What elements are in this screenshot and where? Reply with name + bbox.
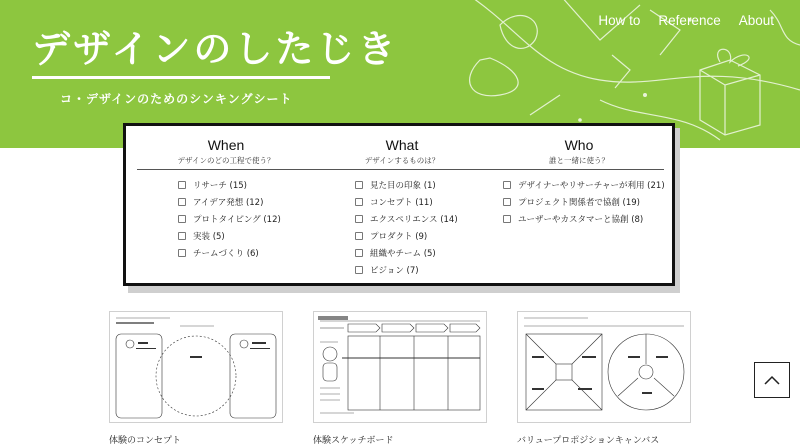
- checkbox-icon[interactable]: [178, 198, 186, 206]
- filter-option-label: デザイナーやリサーチャーが利用 (21): [518, 180, 665, 191]
- checkbox-icon[interactable]: [355, 181, 363, 189]
- sheet-thumbnail[interactable]: [109, 311, 283, 423]
- filter-option-label: プロジェクト関係者で協創 (19): [518, 197, 640, 208]
- sheet-card[interactable]: [313, 311, 487, 446]
- filter-option[interactable]: [355, 244, 458, 261]
- checkbox-icon[interactable]: [503, 215, 511, 223]
- checkbox-icon[interactable]: [178, 181, 186, 189]
- filter-option-label: プロトタイピング (12): [193, 214, 281, 225]
- checkbox-icon[interactable]: [178, 215, 186, 223]
- filter-subtitle-who: 誰と一緒に使う？: [549, 156, 609, 165]
- sheet-card-title[interactable]: 体験のコンセプト: [109, 436, 182, 446]
- nav-link-how-to[interactable]: How to: [598, 13, 641, 28]
- top-navigation: [598, 12, 774, 30]
- checkbox-icon[interactable]: [178, 232, 186, 240]
- checkbox-icon[interactable]: [355, 249, 363, 257]
- filter-option[interactable]: [503, 210, 665, 227]
- sheet-preview-image: [518, 312, 690, 422]
- filter-option[interactable]: [355, 176, 458, 193]
- sheet-thumbnail[interactable]: [517, 311, 691, 423]
- filter-option-label: 組織やチーム (5): [370, 248, 436, 259]
- checkbox-icon[interactable]: [178, 249, 186, 257]
- filter-subtitle-what: デザインするものは？: [364, 156, 440, 165]
- chevron-up-icon: [764, 375, 780, 385]
- checkbox-icon[interactable]: [355, 215, 363, 223]
- sheet-preview-image: [314, 312, 486, 422]
- checkbox-icon[interactable]: [355, 198, 363, 206]
- sheet-card-title[interactable]: 体験スケッチボード: [313, 436, 394, 446]
- checkbox-icon[interactable]: [355, 232, 363, 240]
- filter-option[interactable]: [355, 193, 458, 210]
- filter-subtitle-when: デザインのどの工程で使う？: [177, 156, 275, 165]
- filter-option[interactable]: [355, 210, 458, 227]
- filter-option-label: コンセプト (11): [370, 197, 433, 208]
- filter-panel: [123, 123, 675, 286]
- filter-option[interactable]: [178, 244, 281, 261]
- sheet-card[interactable]: [109, 311, 283, 446]
- sheet-thumbnail[interactable]: [313, 311, 487, 423]
- filter-option[interactable]: [178, 227, 281, 244]
- filter-heading-who: [479, 136, 679, 166]
- logo-underline: [32, 76, 330, 79]
- filter-option-label: チームづくり (6): [193, 248, 259, 259]
- filter-option-label: ビジョン (7): [370, 265, 419, 276]
- filter-option[interactable]: [355, 261, 458, 278]
- filter-heading-what: [302, 136, 502, 166]
- filter-options-what: [355, 176, 458, 278]
- checkbox-icon[interactable]: [503, 181, 511, 189]
- logo-tagline: コ・デザインのためのシンキングシート: [60, 92, 293, 106]
- filter-option-label: 実装 (5): [193, 231, 225, 242]
- filter-option-label: リサーチ (15): [193, 180, 247, 191]
- filter-option[interactable]: [178, 210, 281, 227]
- filter-options-who: [503, 176, 665, 227]
- filter-option[interactable]: [178, 193, 281, 210]
- checkbox-icon[interactable]: [503, 198, 511, 206]
- filter-option-label: ユーザーやカスタマーと協創 (8): [518, 214, 644, 225]
- back-to-top-button[interactable]: [754, 362, 790, 398]
- filter-title-what: What: [385, 137, 419, 153]
- filter-heading-when: [126, 136, 326, 166]
- filter-option-label: エクスペリエンス (14): [370, 214, 458, 225]
- site-logo[interactable]: デザインのしたじき: [32, 27, 399, 71]
- filter-option-label: アイデア発想 (12): [193, 197, 264, 208]
- sheet-preview-image: [110, 312, 282, 422]
- filter-option[interactable]: [503, 193, 665, 210]
- sheet-card-title[interactable]: バリュープロポジションキャンバス: [517, 436, 660, 446]
- nav-link-about[interactable]: About: [738, 13, 774, 28]
- filter-option-label: プロダクト (9): [370, 231, 428, 242]
- filter-option-label: 見た目の印象 (1): [370, 180, 436, 191]
- checkbox-icon[interactable]: [355, 266, 363, 274]
- filter-options-when: [178, 176, 281, 261]
- filter-option[interactable]: [178, 176, 281, 193]
- filter-divider: [137, 169, 664, 170]
- sheet-card[interactable]: [517, 311, 691, 446]
- filter-option[interactable]: [355, 227, 458, 244]
- filter-title-who: Who: [564, 137, 594, 153]
- filter-option[interactable]: [503, 176, 665, 193]
- nav-link-reference[interactable]: Reference: [658, 13, 721, 28]
- filter-title-when: When: [207, 137, 245, 153]
